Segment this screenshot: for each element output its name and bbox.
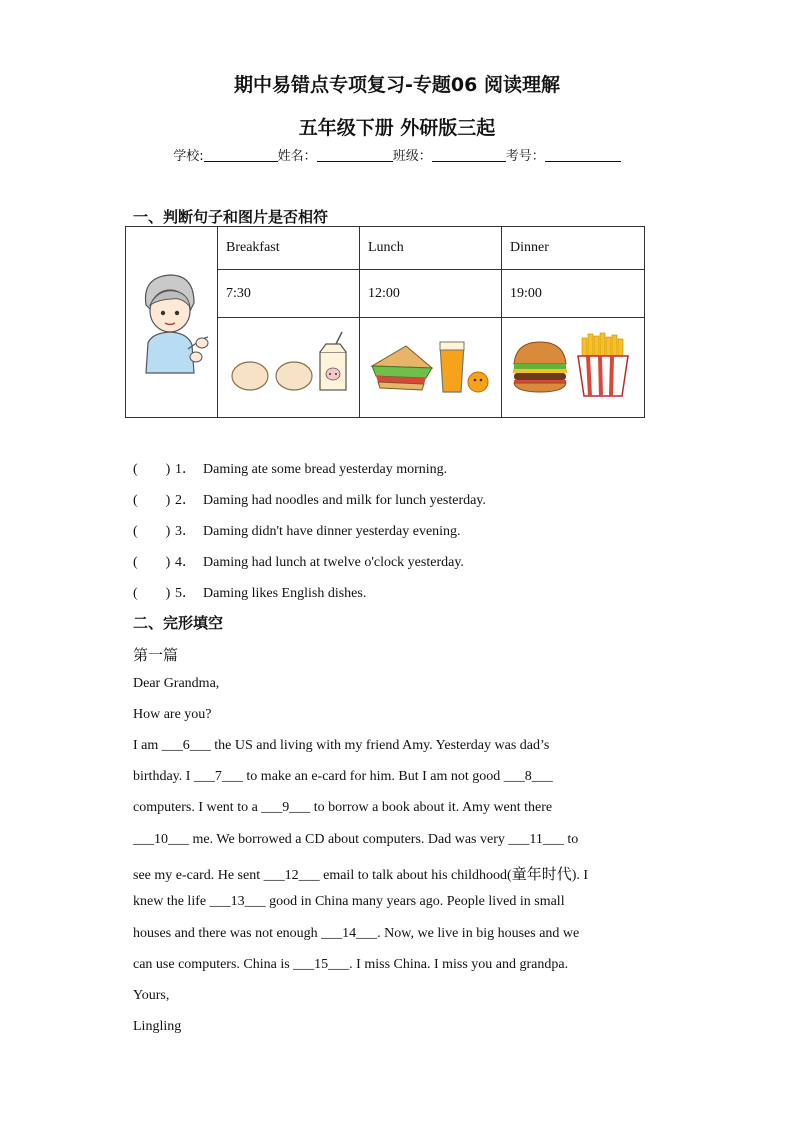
passage-line-7: knew the life ___13___ good in China many years ago. People lived in small [133, 894, 565, 909]
answer-blank-1[interactable]: ( ) [133, 462, 171, 477]
letter-signature: Lingling [133, 1019, 182, 1034]
school-blank[interactable] [204, 148, 278, 162]
sandwich-and-juice-icon [366, 330, 496, 400]
dinner-picture-cell [502, 318, 645, 418]
judgment-question-4: ( ) 4． Daming had lunch at twelve o'clock yesterday. [133, 551, 464, 571]
class-label: 班级： [392, 149, 432, 164]
name-label: 姓名： [277, 149, 317, 164]
meal-header-breakfast: Breakfast [218, 227, 360, 270]
section2-heading: 二、完形填空 [133, 614, 224, 632]
question-text: Daming didn't have dinner yesterday evening. [203, 524, 461, 539]
eggs-and-milk-icon [224, 330, 354, 400]
judgment-question-5: ( ) 5． Daming likes English dishes. [133, 582, 366, 602]
exam-blank[interactable] [545, 148, 621, 162]
judgment-question-2: ( ) 2． Daming had noodles and milk for lunch yesterday. [133, 489, 486, 509]
meal-header-dinner: Dinner [502, 227, 645, 270]
hamburger-and-fries-icon [508, 330, 638, 400]
letter-greeting: Dear Grandma, [133, 676, 220, 691]
letter-closing: Yours, [133, 988, 170, 1003]
lunch-picture-cell [360, 318, 502, 418]
answer-blank-3[interactable]: ( ) [133, 524, 171, 539]
passage-line-2: I am ___6___ the US and living with my friend Amy. Yesterday was dad’s [133, 738, 550, 753]
passage-line-3: birthday. I ___7___ to make an e-card for him. But I am not good ___8___ [133, 769, 553, 784]
passage-label: 第一篇 [133, 646, 179, 664]
breakfast-picture-cell [218, 318, 360, 418]
document-title: 期中易错点专项复习-专题06 阅读理解 [234, 74, 560, 96]
passage-line-5: ___10___ me. We borrowed a CD about computers. Dad was very ___11___ to [133, 832, 579, 847]
school-label: 学校: [173, 149, 204, 164]
time-lunch: 12:00 [360, 270, 502, 318]
question-text: Daming had lunch at twelve o'clock yesterday. [203, 555, 464, 570]
question-text: Daming ate some bread yesterday morning. [203, 462, 448, 477]
chinese-gloss: 童年时代 [511, 865, 572, 883]
judgment-question-3: ( ) 3． Daming didn't have dinner yesterday evening. [133, 520, 461, 540]
passage-line-9: can use computers. China is ___15___. I miss China. I miss you and grandpa. [133, 957, 569, 972]
question-text: Daming likes English dishes. [203, 586, 367, 601]
time-dinner: 19:00 [502, 270, 645, 318]
answer-blank-5[interactable]: ( ) [133, 586, 171, 601]
passage-line-1: How are you? [133, 707, 212, 722]
question-text: Daming had noodles and milk for lunch yesterday. [203, 493, 486, 508]
meal-table [125, 226, 645, 418]
time-breakfast: 7:30 [218, 270, 360, 318]
boy-picture-cell [126, 227, 218, 418]
exam-label: 考号： [505, 149, 545, 164]
answer-blank-4[interactable]: ( ) [133, 555, 171, 570]
passage-line-8: houses and there was not enough ___14___. Now, we live in big houses and we [133, 926, 580, 941]
answer-blank-2[interactable]: ( ) [133, 493, 171, 508]
student-info-line [0, 145, 794, 164]
passage-line-4: computers. I went to a ___9___ to borrow a book about it. Amy went there [133, 800, 553, 815]
document-subtitle: 五年级下册 外研版三起 [298, 117, 496, 139]
judgment-question-1: ( ) 1． Daming ate some bread yesterday morning. [133, 458, 447, 478]
name-blank[interactable] [317, 148, 393, 162]
section1-heading: 一、判断句子和图片是否相符 [133, 208, 329, 226]
class-blank[interactable] [432, 148, 506, 162]
passage-line-6: see my e-card. He sent ___12___ email to talk about his childhood(童年时代). I [133, 865, 589, 883]
boy-icon [132, 265, 212, 375]
meal-header-lunch: Lunch [360, 227, 502, 270]
